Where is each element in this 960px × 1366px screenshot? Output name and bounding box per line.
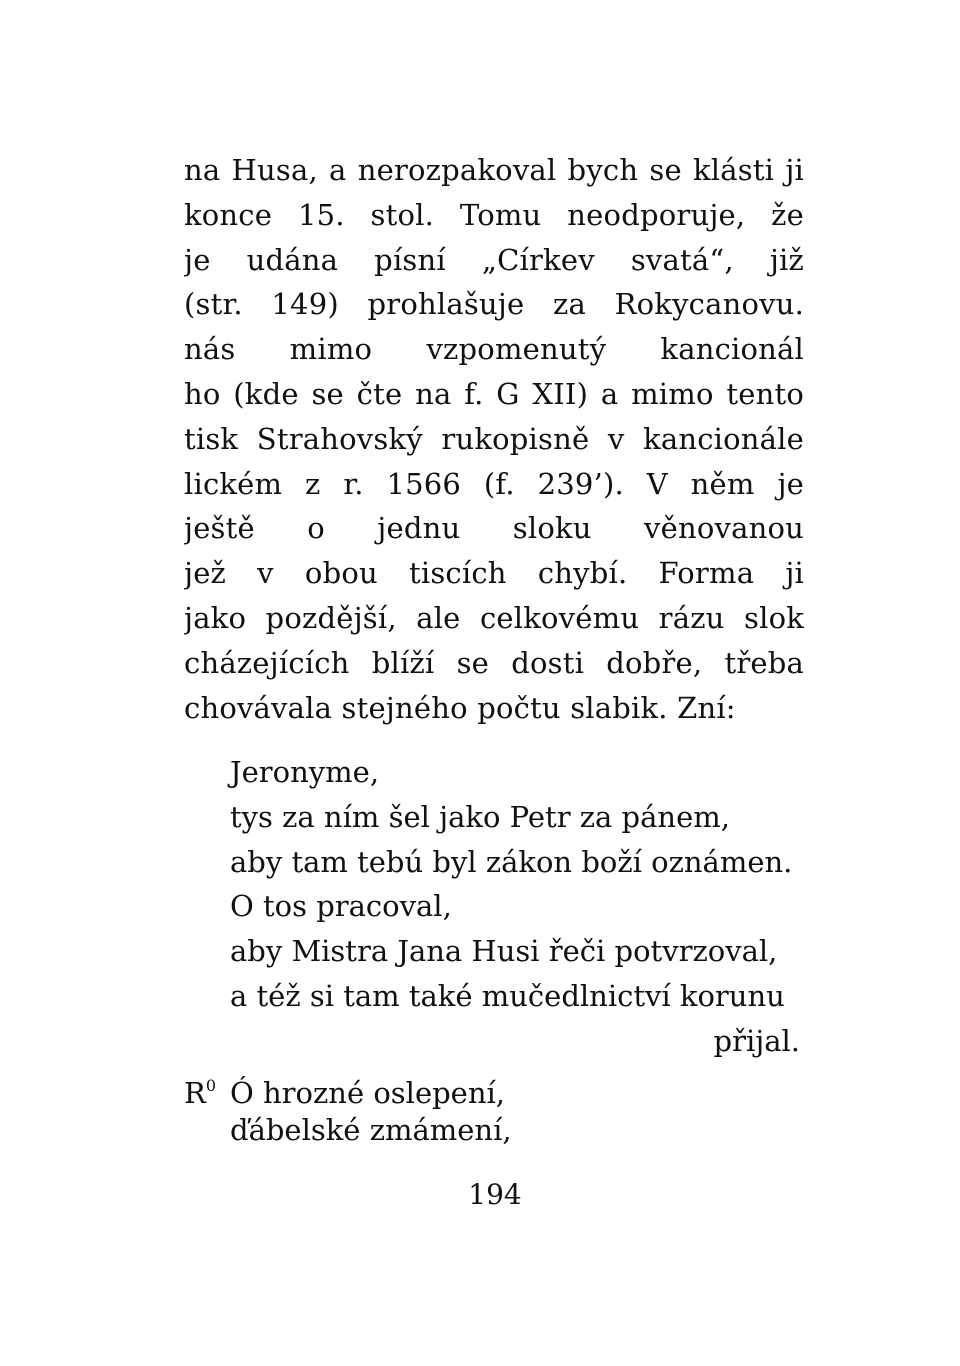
refrain-letter: R — [184, 1075, 206, 1110]
prose-line: cházejících blíží se dosti dobře, třeba — [184, 645, 804, 680]
poem-line: Jeronyme, — [230, 755, 380, 789]
poem-stanza — [184, 750, 804, 1153]
prose-line: na Husa, a nerozpakoval bych se klásti ji — [184, 153, 804, 187]
refrain-text: Ó hrozné oslepení, — [230, 1075, 506, 1110]
poem-line: aby tam tebú byl zákon boží oznámen. — [230, 844, 793, 879]
prose-line: ho (kde se čte na f. G XII) a mimo tento — [184, 376, 804, 411]
prose-line: (str. 149) prohlašuje za Rokycanovu. — [184, 287, 804, 322]
refrain-marker — [184, 1064, 230, 1116]
poem-line: aby Mistra Jana Husi řeči potvrzoval, — [230, 934, 778, 969]
prose-line: nás mimo vzpomenutý kancionál — [184, 332, 804, 367]
prose-line: ještě o jednu sloku věnovanou — [184, 511, 804, 546]
poem-line: a též si tam také mučedlnictví korunu — [230, 978, 785, 1013]
poem-line: O tos pracoval, — [230, 889, 452, 924]
poem-line: tys za ním šel jako Petr za pánem, — [230, 799, 730, 834]
refrain-superscript: 0 — [205, 1075, 217, 1095]
prose-line: konce 15. stol. Tomu neodporuje, že — [184, 197, 804, 232]
prose-line: jako pozdější, ale celkovému rázu slok — [184, 600, 804, 635]
prose-line: je udána písní „Církev svatá“, již — [184, 242, 804, 277]
prose-paragraph — [184, 148, 804, 730]
page-number: 194 — [468, 1178, 522, 1211]
refrain-line — [184, 1064, 804, 1109]
prose-line: jež v obou tiscích chybí. Forma ji — [184, 556, 804, 591]
poem-line-overflow: přijal. — [713, 1023, 800, 1058]
prose-line-last: chovávala stejného počtu slabik. Zní: — [184, 690, 736, 725]
refrain-line: ďábelské zmámení, — [230, 1113, 512, 1148]
prose-line: tisk Strahovský rukopisně v kancionále — [184, 421, 804, 456]
prose-line: lickém z r. 1566 (f. 239’). V něm je — [184, 466, 804, 501]
